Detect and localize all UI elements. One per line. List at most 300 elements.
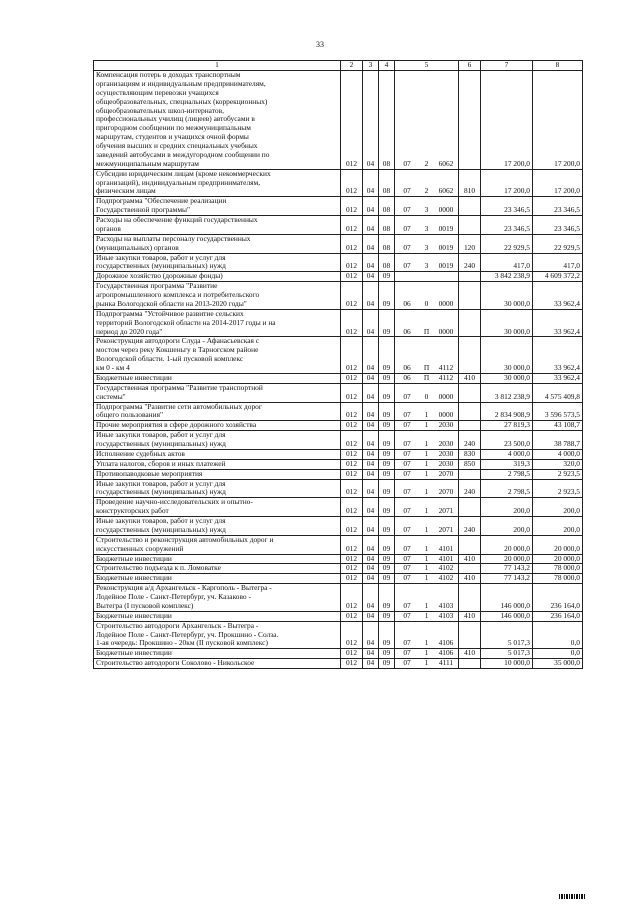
row-name-cell: Подпрограмма "Обеспечение реализации Государственной программы" bbox=[94, 197, 341, 216]
row-name-cell: Уплата налогов, сборов и иных платежей bbox=[94, 459, 341, 469]
target-article-part: 2 bbox=[424, 158, 429, 168]
amount-year1-cell: 2 798,5 bbox=[481, 479, 533, 498]
target-article-part: 2030 bbox=[438, 449, 454, 458]
row-name-cell: Противопаводковые мероприятия bbox=[94, 469, 341, 479]
expense-type-cell: 240 bbox=[459, 253, 481, 272]
ministry-code-cell: 012 bbox=[341, 71, 363, 170]
table-row bbox=[94, 197, 583, 216]
row-name-cell: Прочие мероприятия в сфере дорожного хозяйства bbox=[94, 421, 341, 431]
ministry-code-cell: 012 bbox=[341, 459, 363, 469]
subsection-code-cell: 09 bbox=[379, 479, 395, 498]
target-article-part: 06 bbox=[403, 373, 411, 382]
target-article-cell bbox=[395, 584, 459, 612]
ministry-code-cell: 012 bbox=[341, 337, 363, 374]
table-row bbox=[94, 564, 583, 574]
target-article-part: 07 bbox=[403, 573, 411, 583]
section-code-cell: 04 bbox=[363, 373, 379, 383]
target-article-part: 3 bbox=[424, 205, 429, 215]
target-article-part: 1 bbox=[424, 658, 429, 668]
section-code-cell: 04 bbox=[363, 71, 379, 170]
target-article-part: 0019 bbox=[438, 242, 454, 252]
expense-type-cell bbox=[459, 621, 481, 649]
ministry-code-cell: 012 bbox=[341, 479, 363, 498]
target-article-part: 4103 bbox=[438, 611, 454, 620]
table-row bbox=[94, 659, 583, 669]
expense-type-cell bbox=[459, 272, 481, 282]
target-article-cell bbox=[395, 216, 459, 235]
expense-type-cell: 410 bbox=[459, 373, 481, 383]
target-article-part: 0000 bbox=[438, 410, 454, 420]
amount-year1-cell: 146 000,0 bbox=[481, 584, 533, 612]
target-article-part: 07 bbox=[403, 420, 411, 430]
row-name-cell: Бюджетные инвестиции bbox=[94, 649, 341, 659]
amount-year2-cell: 35 000,0 bbox=[533, 659, 583, 669]
target-article-cell bbox=[395, 253, 459, 272]
section-code-cell: 04 bbox=[363, 197, 379, 216]
expense-type-cell bbox=[459, 402, 481, 421]
target-article-part: 0000 bbox=[438, 298, 454, 308]
target-article-cell bbox=[395, 169, 459, 197]
row-name-cell: Дорожное хозяйство (дорожные фонды) bbox=[94, 272, 341, 282]
target-article-part: 1 bbox=[424, 611, 429, 620]
expense-type-cell bbox=[459, 659, 481, 669]
target-article-part: 07 bbox=[403, 410, 411, 420]
subsection-code-cell: 09 bbox=[379, 649, 395, 659]
column-header: 6 bbox=[459, 61, 481, 71]
subsection-code-cell: 08 bbox=[379, 234, 395, 253]
target-article-part: 07 bbox=[403, 563, 411, 573]
target-article-part: 1 bbox=[424, 524, 429, 534]
section-code-cell: 04 bbox=[363, 469, 379, 479]
expense-type-cell bbox=[459, 564, 481, 574]
section-code-cell: 04 bbox=[363, 459, 379, 469]
ministry-code-cell: 012 bbox=[341, 197, 363, 216]
amount-year2-cell: 2 923,5 bbox=[533, 479, 583, 498]
ministry-code-cell: 012 bbox=[341, 402, 363, 421]
expense-type-cell bbox=[459, 498, 481, 517]
table-row bbox=[94, 373, 583, 383]
target-article-cell bbox=[395, 459, 459, 469]
target-article-cell bbox=[395, 431, 459, 450]
target-article-part: 07 bbox=[403, 600, 411, 610]
expense-type-cell: 120 bbox=[459, 234, 481, 253]
amount-year2-cell: 20 000,0 bbox=[533, 535, 583, 554]
section-code-cell: 04 bbox=[363, 383, 379, 402]
ministry-code-cell: 012 bbox=[341, 649, 363, 659]
amount-year2-cell: 4 000,0 bbox=[533, 449, 583, 459]
section-code-cell: 04 bbox=[363, 479, 379, 498]
target-article-part: 1 bbox=[424, 410, 429, 420]
target-article-cell bbox=[395, 564, 459, 574]
row-name-cell: Бюджетные инвестиции bbox=[94, 574, 341, 584]
table-row bbox=[94, 517, 583, 536]
amount-year1-cell: 30 000,0 bbox=[481, 309, 533, 337]
amount-year2-cell: 4 575 409,8 bbox=[533, 383, 583, 402]
target-article-cell bbox=[395, 383, 459, 402]
expense-type-cell: 830 bbox=[459, 449, 481, 459]
ministry-code-cell: 012 bbox=[341, 498, 363, 517]
subsection-code-cell: 09 bbox=[379, 309, 395, 337]
column-header: 7 bbox=[481, 61, 533, 71]
target-article-cell bbox=[395, 554, 459, 564]
amount-year2-cell: 43 108,7 bbox=[533, 421, 583, 431]
amount-year1-cell: 200,0 bbox=[481, 498, 533, 517]
target-article-cell bbox=[395, 272, 459, 282]
target-article-part: 07 bbox=[403, 242, 411, 252]
target-article-part: 2030 bbox=[438, 420, 454, 430]
target-article-cell bbox=[395, 621, 459, 649]
target-article-part: 1 bbox=[424, 600, 429, 610]
table-row bbox=[94, 535, 583, 554]
target-article-part: 07 bbox=[403, 611, 411, 620]
row-name-cell: Компенсация потерь в доходах транспортным организациям и индивидуальным предпринимателям, осуществляющим перевозки учащихся общеобразовательных, специальных (коррекционных) общеобразовательных школ-интернатов, профессиональных училищ (лицеев) автобусами в пригородном сообщении по межмуниципальным маршрутам, студентов и учащихся очной формы обучения высших и средних специальных учебных заведений автобусами в междугородном сообщении по межмуниципальным маршрутам bbox=[94, 71, 341, 170]
amount-year1-cell: 20 000,0 bbox=[481, 535, 533, 554]
expense-type-cell: 240 bbox=[459, 431, 481, 450]
amount-year2-cell: 200,0 bbox=[533, 517, 583, 536]
target-article-part: 2030 bbox=[438, 439, 454, 448]
ministry-code-cell: 012 bbox=[341, 234, 363, 253]
row-name-cell: Реконструкция а/д Архангельск - Каргополь - Вытегра - Лодейное Поле - Санкт-Петербург, уч. Казаково - Вытегра (I пусковой комплекс) bbox=[94, 584, 341, 612]
target-article-cell bbox=[395, 611, 459, 621]
table-row bbox=[94, 421, 583, 431]
target-article-part: 06 bbox=[403, 326, 411, 336]
target-article-part: 0000 bbox=[438, 205, 454, 215]
section-code-cell: 04 bbox=[363, 272, 379, 282]
ministry-code-cell: 012 bbox=[341, 574, 363, 584]
section-code-cell: 04 bbox=[363, 498, 379, 517]
target-article-part: 6062 bbox=[438, 186, 454, 196]
subsection-code-cell: 09 bbox=[379, 611, 395, 621]
amount-year2-cell: 3 596 573,5 bbox=[533, 402, 583, 421]
target-article-part: 4106 bbox=[438, 648, 454, 658]
target-article-cell bbox=[395, 71, 459, 170]
section-code-cell: 04 bbox=[363, 611, 379, 621]
expense-type-cell: 410 bbox=[459, 574, 481, 584]
amount-year2-cell: 417,0 bbox=[533, 253, 583, 272]
target-article-part: 07 bbox=[403, 469, 411, 478]
target-article-part: 4102 bbox=[438, 563, 454, 573]
subsection-code-cell: 08 bbox=[379, 71, 395, 170]
target-article-part: 07 bbox=[403, 186, 411, 196]
table-row bbox=[94, 234, 583, 253]
expense-type-cell bbox=[459, 337, 481, 374]
ministry-code-cell: 012 bbox=[341, 272, 363, 282]
target-article-part: 4102 bbox=[438, 573, 454, 583]
row-name-cell: Иные закупки товаров, работ и услуг для государственных (муниципальных) нужд bbox=[94, 517, 341, 536]
subsection-code-cell: 09 bbox=[379, 449, 395, 459]
section-code-cell: 04 bbox=[363, 621, 379, 649]
target-article-part: 3 bbox=[424, 242, 429, 252]
row-name-cell: Исполнение судебных актов bbox=[94, 449, 341, 459]
amount-year1-cell: 23 346,5 bbox=[481, 197, 533, 216]
amount-year1-cell: 30 000,0 bbox=[481, 373, 533, 383]
ministry-code-cell: 012 bbox=[341, 216, 363, 235]
table-row bbox=[94, 554, 583, 564]
amount-year1-cell: 5 017,3 bbox=[481, 649, 533, 659]
target-article-part: 06 bbox=[403, 298, 411, 308]
section-code-cell: 04 bbox=[363, 282, 379, 310]
page-number: 33 bbox=[316, 40, 324, 49]
subsection-code-cell: 09 bbox=[379, 564, 395, 574]
target-article-part: 1 bbox=[424, 648, 429, 658]
row-name-cell: Подпрограмма "Устойчивое развитие сельских территорий Вологодской области на 2014-2017 годы и на период до 2020 года" bbox=[94, 309, 341, 337]
target-article-cell bbox=[395, 421, 459, 431]
amount-year2-cell: 22 929,5 bbox=[533, 234, 583, 253]
target-article-cell bbox=[395, 197, 459, 216]
amount-year2-cell: 33 962,4 bbox=[533, 373, 583, 383]
target-article-part: 1 bbox=[424, 469, 429, 478]
target-article-part: 07 bbox=[403, 506, 411, 516]
budget-table bbox=[93, 60, 583, 669]
ministry-code-cell: 012 bbox=[341, 584, 363, 612]
row-name-cell: Строительство и реконструкция автомобильных дорог и искусственных сооружений bbox=[94, 535, 341, 554]
section-code-cell: 04 bbox=[363, 574, 379, 584]
amount-year1-cell: 4 000,0 bbox=[481, 449, 533, 459]
column-header: 2 bbox=[341, 61, 363, 71]
target-article-part: П bbox=[423, 363, 430, 372]
subsection-code-cell: 09 bbox=[379, 584, 395, 612]
amount-year2-cell: 4 609 372,2 bbox=[533, 272, 583, 282]
amount-year1-cell: 319,3 bbox=[481, 459, 533, 469]
ministry-code-cell: 012 bbox=[341, 383, 363, 402]
amount-year1-cell: 22 929,5 bbox=[481, 234, 533, 253]
amount-year1-cell: 146 000,0 bbox=[481, 611, 533, 621]
target-article-part: 3 bbox=[424, 223, 429, 233]
subsection-code-cell: 09 bbox=[379, 383, 395, 402]
target-article-part: 07 bbox=[403, 459, 411, 468]
target-article-part: 1 bbox=[424, 573, 429, 583]
expense-type-cell bbox=[459, 309, 481, 337]
ministry-code-cell: 012 bbox=[341, 431, 363, 450]
target-article-cell bbox=[395, 449, 459, 459]
target-article-part: 4103 bbox=[438, 600, 454, 610]
ministry-code-cell: 012 bbox=[341, 469, 363, 479]
target-article-cell bbox=[395, 535, 459, 554]
amount-year1-cell: 417,0 bbox=[481, 253, 533, 272]
target-article-cell bbox=[395, 282, 459, 310]
section-code-cell: 04 bbox=[363, 253, 379, 272]
amount-year1-cell: 2 798,5 bbox=[481, 469, 533, 479]
section-code-cell: 04 bbox=[363, 216, 379, 235]
ministry-code-cell: 012 bbox=[341, 449, 363, 459]
subsection-code-cell: 09 bbox=[379, 459, 395, 469]
amount-year1-cell: 77 143,2 bbox=[481, 564, 533, 574]
subsection-code-cell: 09 bbox=[379, 621, 395, 649]
target-article-part: 07 bbox=[403, 391, 411, 401]
subsection-code-cell: 09 bbox=[379, 535, 395, 554]
amount-year2-cell: 0,0 bbox=[533, 621, 583, 649]
target-article-part: 1 bbox=[424, 506, 429, 516]
table-row bbox=[94, 309, 583, 337]
target-article-part: 0 bbox=[424, 391, 429, 401]
amount-year2-cell: 20 000,0 bbox=[533, 554, 583, 564]
expense-type-cell: 850 bbox=[459, 459, 481, 469]
target-article-part: 06 bbox=[403, 363, 411, 372]
amount-year2-cell: 78 000,0 bbox=[533, 574, 583, 584]
ministry-code-cell: 012 bbox=[341, 373, 363, 383]
section-code-cell: 04 bbox=[363, 517, 379, 536]
row-name-cell: Расходы на выплаты персоналу государственных (муниципальных) органов bbox=[94, 234, 341, 253]
target-article-part: 1 bbox=[424, 554, 429, 563]
target-article-part: 2071 bbox=[438, 506, 454, 516]
expense-type-cell bbox=[459, 71, 481, 170]
amount-year2-cell: 17 200,0 bbox=[533, 71, 583, 170]
table-row bbox=[94, 216, 583, 235]
subsection-code-cell: 09 bbox=[379, 421, 395, 431]
ministry-code-cell: 012 bbox=[341, 564, 363, 574]
target-article-cell bbox=[395, 574, 459, 584]
table-row bbox=[94, 272, 583, 282]
target-article-part: 07 bbox=[403, 205, 411, 215]
amount-year1-cell: 5 017,3 bbox=[481, 621, 533, 649]
ministry-code-cell: 012 bbox=[341, 282, 363, 310]
expense-type-cell bbox=[459, 535, 481, 554]
target-article-part: 07 bbox=[403, 487, 411, 497]
row-name-cell: Иные закупки товаров, работ и услуг для государственных (муниципальных) нужд bbox=[94, 431, 341, 450]
table-row bbox=[94, 611, 583, 621]
expense-type-cell: 240 bbox=[459, 517, 481, 536]
table-row bbox=[94, 169, 583, 197]
table-row bbox=[94, 459, 583, 469]
target-article-part: 1 bbox=[424, 439, 429, 448]
target-article-cell bbox=[395, 309, 459, 337]
subsection-code-cell: 09 bbox=[379, 659, 395, 669]
amount-year2-cell: 0,0 bbox=[533, 649, 583, 659]
subsection-code-cell: 09 bbox=[379, 373, 395, 383]
target-article-part: 4101 bbox=[438, 543, 454, 553]
amount-year2-cell: 236 164,0 bbox=[533, 611, 583, 621]
amount-year1-cell: 27 819,3 bbox=[481, 421, 533, 431]
table-row bbox=[94, 383, 583, 402]
target-article-part: 4101 bbox=[438, 554, 454, 563]
section-code-cell: 04 bbox=[363, 649, 379, 659]
target-article-part: 2071 bbox=[438, 524, 454, 534]
row-name-cell: Бюджетные инвестиции bbox=[94, 611, 341, 621]
amount-year2-cell: 17 200,0 bbox=[533, 169, 583, 197]
target-article-part: 0 bbox=[424, 298, 429, 308]
target-article-part: 1 bbox=[424, 543, 429, 553]
section-code-cell: 04 bbox=[363, 402, 379, 421]
section-code-cell: 04 bbox=[363, 169, 379, 197]
target-article-part: 0019 bbox=[438, 223, 454, 233]
target-article-cell bbox=[395, 373, 459, 383]
table-row bbox=[94, 584, 583, 612]
row-name-cell: Государственная программа "Развитие агропромышленного комплекса и потребительского рынка Вологодской области на 2013-2020 годы" bbox=[94, 282, 341, 310]
target-article-part: 2070 bbox=[438, 469, 454, 478]
amount-year1-cell: 30 000,0 bbox=[481, 282, 533, 310]
target-article-cell bbox=[395, 337, 459, 374]
table-row bbox=[94, 498, 583, 517]
amount-year2-cell: 2 923,5 bbox=[533, 469, 583, 479]
section-code-cell: 04 bbox=[363, 421, 379, 431]
amount-year1-cell: 77 143,2 bbox=[481, 574, 533, 584]
section-code-cell: 04 bbox=[363, 564, 379, 574]
column-header: 5 bbox=[395, 61, 459, 71]
amount-year2-cell: 38 788,7 bbox=[533, 431, 583, 450]
ministry-code-cell: 012 bbox=[341, 659, 363, 669]
expense-type-cell bbox=[459, 421, 481, 431]
expense-type-cell: 410 bbox=[459, 649, 481, 659]
table-row bbox=[94, 649, 583, 659]
row-name-cell: Подпрограмма "Развитие сети автомобильных дорог общего пользования" bbox=[94, 402, 341, 421]
row-name-cell: Расходы на обеспечение функций государственных органов bbox=[94, 216, 341, 235]
target-article-part: 2030 bbox=[438, 459, 454, 468]
amount-year2-cell: 23 346,5 bbox=[533, 216, 583, 235]
amount-year1-cell: 20 000,0 bbox=[481, 554, 533, 564]
column-header: 3 bbox=[363, 61, 379, 71]
subsection-code-cell: 08 bbox=[379, 169, 395, 197]
amount-year1-cell: 10 000,0 bbox=[481, 659, 533, 669]
target-article-cell bbox=[395, 479, 459, 498]
target-article-part: 07 bbox=[403, 158, 411, 168]
target-article-part: 1 bbox=[424, 420, 429, 430]
subsection-code-cell: 09 bbox=[379, 469, 395, 479]
amount-year2-cell: 320,0 bbox=[533, 459, 583, 469]
target-article-part: 07 bbox=[403, 658, 411, 668]
table-row bbox=[94, 402, 583, 421]
table-row bbox=[94, 337, 583, 374]
expense-type-cell: 240 bbox=[459, 479, 481, 498]
target-article-part: 07 bbox=[403, 449, 411, 458]
amount-year2-cell: 33 962,4 bbox=[533, 309, 583, 337]
section-code-cell: 04 bbox=[363, 309, 379, 337]
amount-year1-cell: 17 200,0 bbox=[481, 169, 533, 197]
column-header: 8 bbox=[533, 61, 583, 71]
row-name-cell: Строительство подъезда к п. Ломоватке bbox=[94, 564, 341, 574]
target-article-part: 07 bbox=[403, 261, 411, 271]
section-code-cell: 04 bbox=[363, 234, 379, 253]
table-row bbox=[94, 469, 583, 479]
target-article-part: 07 bbox=[403, 439, 411, 448]
amount-year1-cell: 23 346,5 bbox=[481, 216, 533, 235]
target-article-cell bbox=[395, 517, 459, 536]
amount-year1-cell: 2 834 908,9 bbox=[481, 402, 533, 421]
subsection-code-cell: 09 bbox=[379, 431, 395, 450]
table-row bbox=[94, 282, 583, 310]
target-article-part: 3 bbox=[424, 261, 429, 271]
expense-type-cell bbox=[459, 282, 481, 310]
amount-year2-cell: 33 962,4 bbox=[533, 337, 583, 374]
target-article-part: 4111 bbox=[438, 658, 454, 668]
target-article-cell bbox=[395, 469, 459, 479]
section-code-cell: 04 bbox=[363, 554, 379, 564]
row-name-cell: Строительство автодороги Соколово - Никольское bbox=[94, 659, 341, 669]
amount-year1-cell: 30 000,0 bbox=[481, 337, 533, 374]
section-code-cell: 04 bbox=[363, 584, 379, 612]
amount-year1-cell: 3 842 238,9 bbox=[481, 272, 533, 282]
barcode-mark bbox=[559, 894, 585, 899]
subsection-code-cell: 09 bbox=[379, 498, 395, 517]
table-row bbox=[94, 253, 583, 272]
row-name-cell: Государственная программа "Развитие транспортной системы" bbox=[94, 383, 341, 402]
target-article-part: 1 bbox=[424, 563, 429, 573]
ministry-code-cell: 012 bbox=[341, 611, 363, 621]
target-article-part: 07 bbox=[403, 554, 411, 563]
target-article-part: 07 bbox=[403, 524, 411, 534]
subsection-code-cell: 08 bbox=[379, 216, 395, 235]
column-header: 4 bbox=[379, 61, 395, 71]
row-name-cell: Иные закупки товаров, работ и услуг для государственных (муниципальных) нужд bbox=[94, 479, 341, 498]
target-article-part: 0019 bbox=[438, 261, 454, 271]
table-body bbox=[94, 71, 583, 669]
target-article-part: 1 bbox=[424, 638, 429, 648]
target-article-part: 6062 bbox=[438, 158, 454, 168]
target-article-part: 0000 bbox=[438, 391, 454, 401]
expense-type-cell bbox=[459, 216, 481, 235]
target-article-part: 1 bbox=[424, 449, 429, 458]
ministry-code-cell: 012 bbox=[341, 309, 363, 337]
row-name-cell: Субсидии юридическим лицам (кроме некоммерческих организаций), индивидуальным предпринимателям, физическим лицам bbox=[94, 169, 341, 197]
